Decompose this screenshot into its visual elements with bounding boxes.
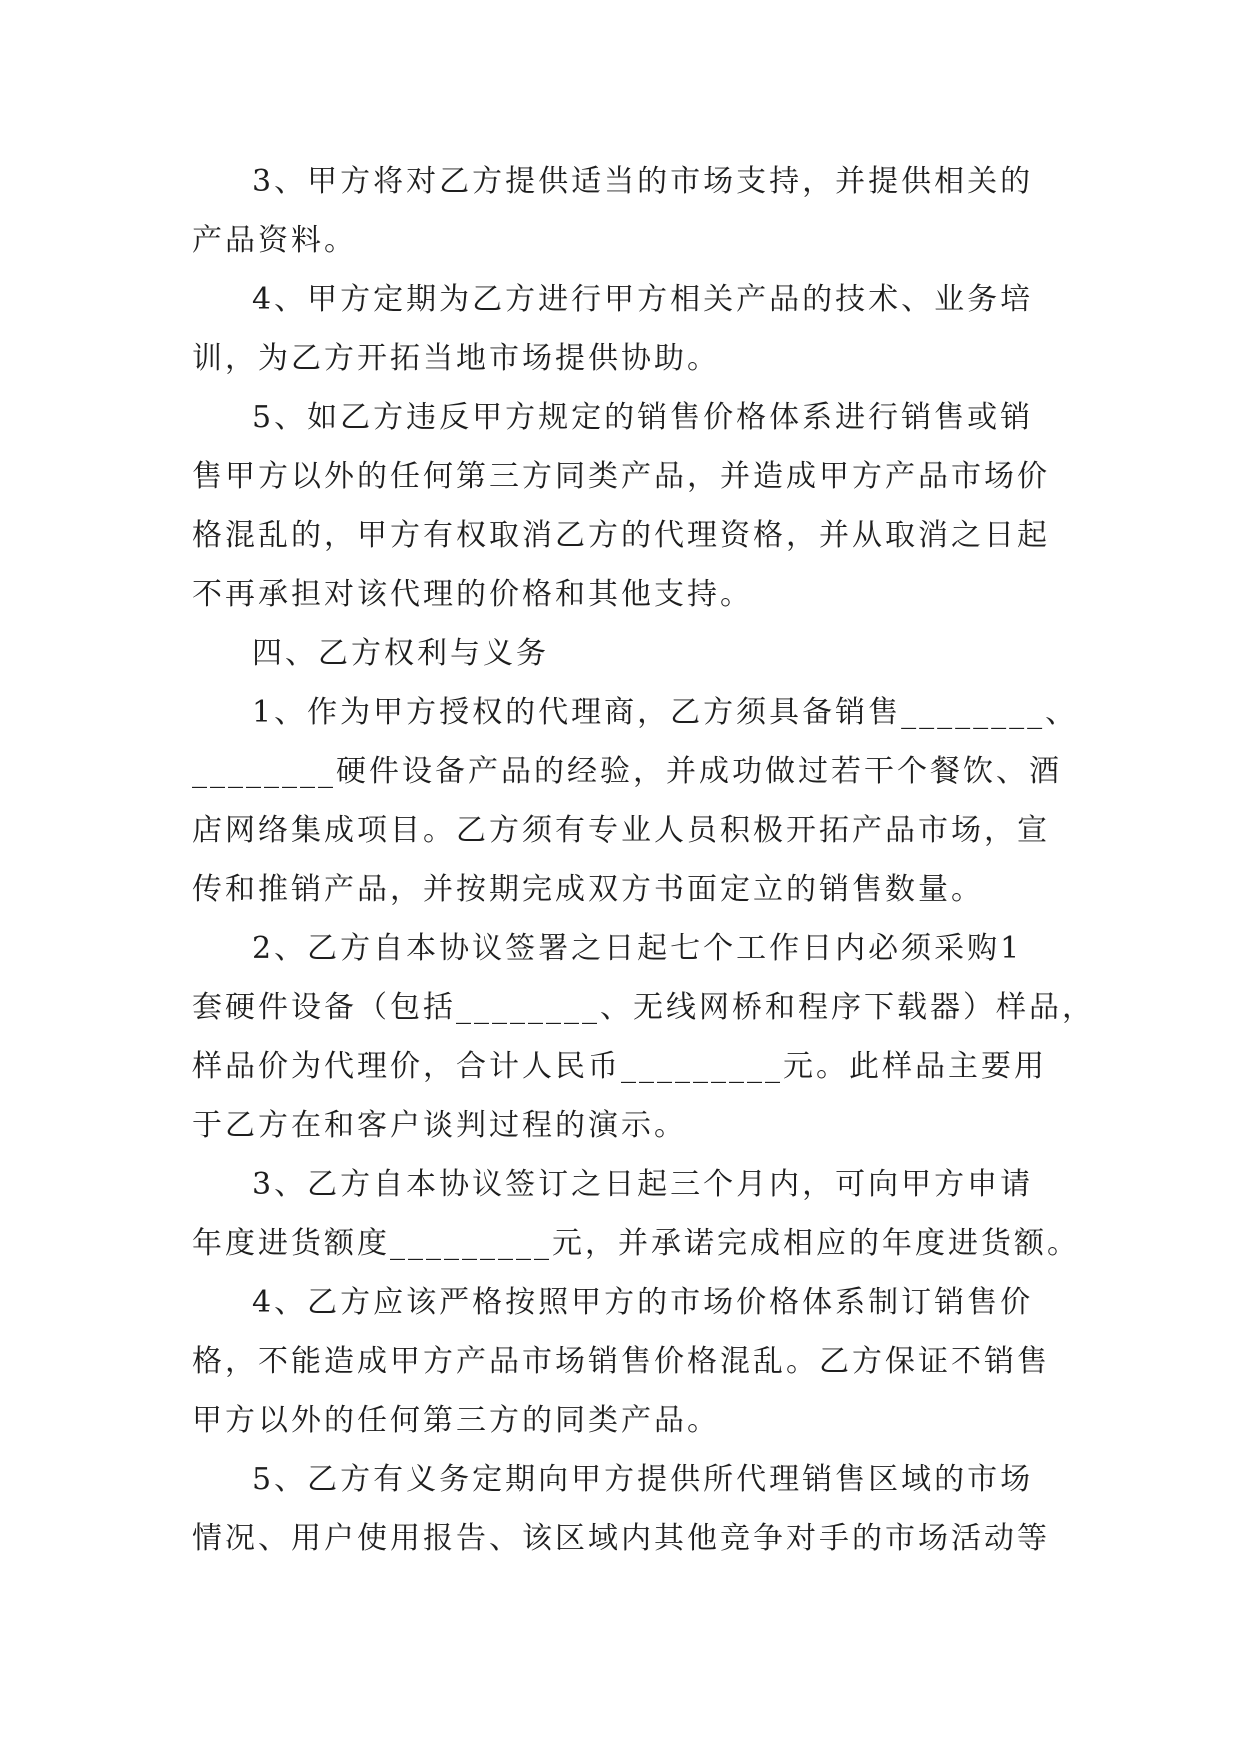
text-line: 格，不能造成甲方产品市场销售价格混乱。乙方保证不销售 bbox=[192, 1344, 1050, 1379]
section-heading: 四、乙方权利与义务 bbox=[252, 636, 549, 671]
text-line: 产品资料。 bbox=[192, 223, 357, 258]
text-line: 3、乙方自本协议签订之日起三个月内，可向甲方申请 bbox=[252, 1167, 1034, 1202]
text-line: 1、作为甲方授权的代理商，乙方须具备销售________、 bbox=[252, 695, 1079, 730]
text-line: 训，为乙方开拓当地市场提供协助。 bbox=[192, 341, 720, 376]
text-line: 店网络集成项目。乙方须有专业人员积极开拓产品市场，宣 bbox=[192, 813, 1050, 848]
text-line: ________硬件设备产品的经验，并成功做过若干个餐饮、酒 bbox=[192, 754, 1062, 789]
text-line: 4、乙方应该严格按照甲方的市场价格体系制订销售价 bbox=[252, 1285, 1034, 1320]
text-line: 售甲方以外的任何第三方同类产品，并造成甲方产品市场价 bbox=[192, 459, 1050, 494]
text-line: 于乙方在和客户谈判过程的演示。 bbox=[192, 1108, 687, 1143]
text-line: 不再承担对该代理的价格和其他支持。 bbox=[192, 577, 753, 612]
text-line: 年度进货额度_________元，并承诺完成相应的年度进货额。 bbox=[192, 1226, 1080, 1261]
text-line: 传和推销产品，并按期完成双方书面定立的销售数量。 bbox=[192, 872, 984, 907]
text-line: 2、乙方自本协议签署之日起七个工作日内必须采购1 bbox=[252, 931, 1023, 966]
text-line: 4、甲方定期为乙方进行甲方相关产品的技术、业务培 bbox=[252, 282, 1034, 317]
text-line: 样品价为代理价，合计人民币_________元。此样品主要用 bbox=[192, 1049, 1047, 1084]
text-line: 情况、用户使用报告、该区域内其他竞争对手的市场活动等 bbox=[192, 1521, 1050, 1556]
text-line: 3、甲方将对乙方提供适当的市场支持，并提供相关的 bbox=[252, 164, 1034, 199]
text-line: 格混乱的，甲方有权取消乙方的代理资格，并从取消之日起 bbox=[192, 518, 1050, 553]
document-body bbox=[192, 152, 1095, 1568]
text-line: 5、乙方有义务定期向甲方提供所代理销售区域的市场 bbox=[252, 1462, 1034, 1497]
text-line: 甲方以外的任何第三方的同类产品。 bbox=[192, 1403, 720, 1438]
text-line: 5、如乙方违反甲方规定的销售价格体系进行销售或销 bbox=[252, 400, 1034, 435]
text-line: 套硬件设备（包括________、无线网桥和程序下载器）样品， bbox=[192, 990, 1095, 1025]
